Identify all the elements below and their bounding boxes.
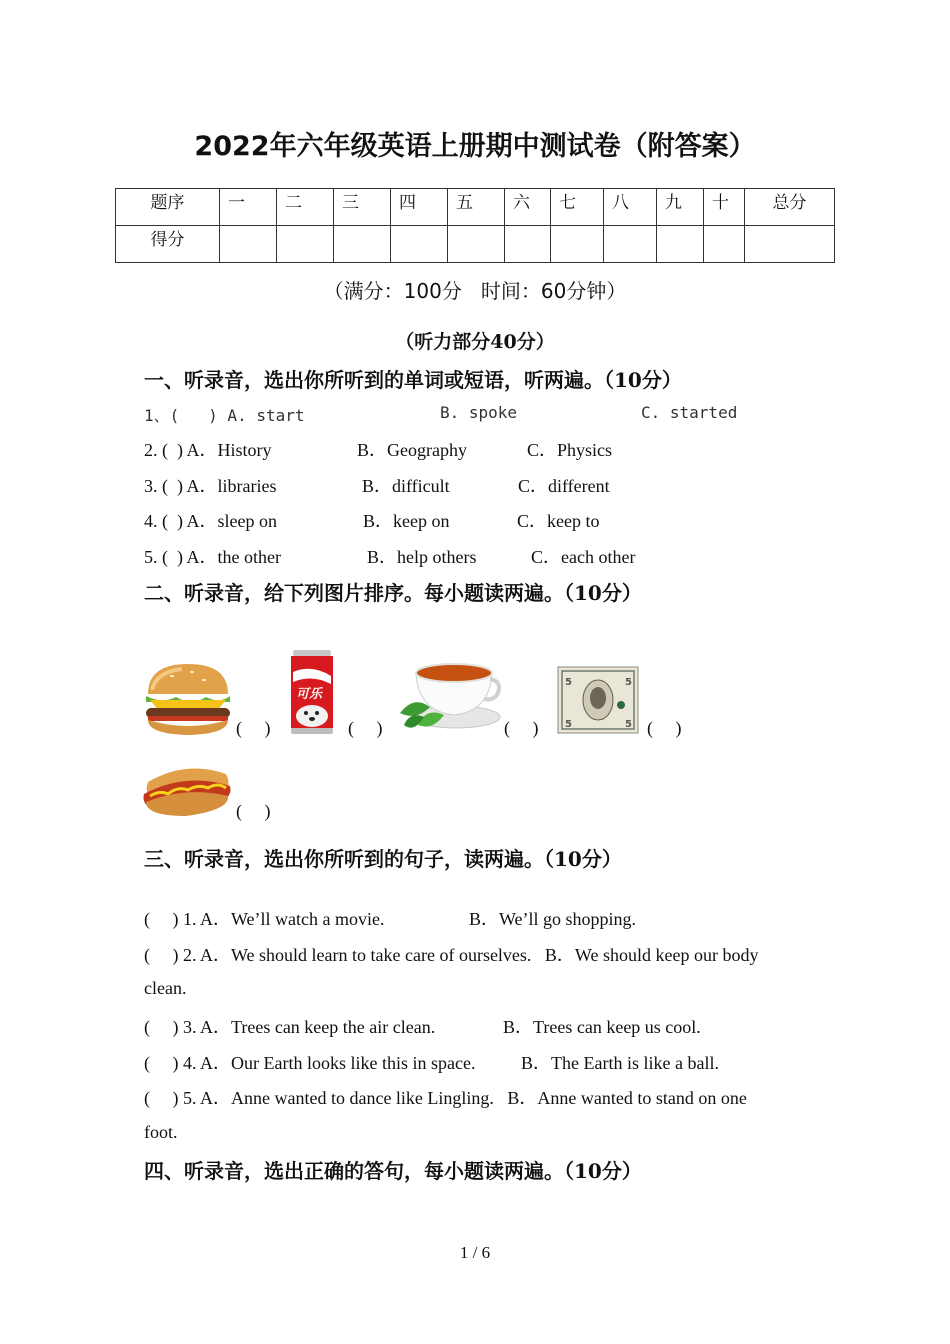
svg-text:可乐: 可乐 [296, 687, 323, 702]
s1-q1-a: 1、( ) A. start [144, 406, 305, 425]
page-number: 1 / 6 [459, 1243, 491, 1262]
table-cell: 一 [220, 189, 277, 226]
listening-header: （听力部分40分） [395, 331, 555, 353]
score-input-cell[interactable] [704, 226, 745, 263]
s1-q2-b: B．Geography [357, 440, 467, 460]
table-cell: 得分 [116, 226, 220, 263]
score-input-cell[interactable] [604, 226, 657, 263]
s3-q5-cont: foot. [144, 1122, 178, 1142]
table-cell: 总分 [745, 189, 835, 226]
s1-q5-b: B．help others [367, 547, 477, 567]
hot-dog-icon [142, 760, 232, 820]
s1-q2-a: 2. ( ) A．History [144, 440, 272, 460]
section1-heading: 一、听录音，选出你所听到的单词或短语，听两遍。（10分） [144, 368, 682, 392]
score-table-header-row [116, 189, 835, 226]
svg-text:5: 5 [625, 719, 632, 730]
s1-q1-b: B. spoke [440, 403, 518, 422]
picture-2-blank[interactable]: ( ) [348, 718, 383, 738]
svg-text:5: 5 [625, 677, 632, 688]
score-input-cell[interactable] [657, 226, 704, 263]
table-cell: 四 [391, 189, 448, 226]
picture-3-blank[interactable]: ( ) [504, 718, 539, 738]
s1-q4-b: B．keep on [363, 511, 450, 531]
s3-q2-cont: clean. [144, 978, 187, 998]
s3-q2: ( ) 2. A．We should learn to take care of ourselves. B．We should keep our body [144, 945, 759, 965]
s3-q1-b: B．We’ll go shopping. [469, 909, 637, 929]
s1-q2-c: C．Physics [527, 440, 613, 460]
s3-q5: ( ) 5. A．Anne wanted to dance like Lingling. B．Anne wanted to stand on one [144, 1088, 747, 1108]
hamburger-icon [142, 660, 234, 738]
score-input-cell[interactable] [391, 226, 448, 263]
score-input-cell[interactable] [277, 226, 334, 263]
table-cell: 六 [505, 189, 551, 226]
section3-heading: 三、听录音，选出你所听到的句子，读两遍。（10分） [144, 847, 622, 871]
page-title: 2022年六年级英语上册期中测试卷（附答案） [194, 131, 756, 162]
section4-heading: 四、听录音，选出正确的答句，每小题读两遍。（10分） [144, 1159, 642, 1183]
s1-q3-c: C．different [518, 476, 610, 496]
score-input-cell[interactable] [551, 226, 604, 263]
s1-q3-a: 3. ( ) A．libraries [144, 476, 277, 496]
s3-q3-b: B．Trees can keep us cool. [503, 1017, 701, 1037]
s3-q4-b: B．The Earth is like a ball. [521, 1053, 719, 1073]
table-cell: 五 [448, 189, 505, 226]
score-input-cell[interactable] [334, 226, 391, 263]
s1-q4-a: 4. ( ) A．sleep on [144, 511, 277, 531]
picture-5-blank[interactable]: ( ) [236, 801, 271, 821]
s1-q5-c: C．each other [531, 547, 636, 567]
s3-q1-a: ( ) 1. A．We’ll watch a movie. [144, 909, 385, 929]
score-input-cell[interactable] [505, 226, 551, 263]
table-cell: 八 [604, 189, 657, 226]
table-cell: 七 [551, 189, 604, 226]
table-cell: 题序 [116, 189, 220, 226]
dollar-bill-icon [557, 665, 639, 735]
picture-4-blank[interactable]: ( ) [647, 718, 682, 738]
s3-q3-a: ( ) 3. A．Trees can keep the air clean. [144, 1017, 436, 1037]
cola-can-icon [287, 648, 337, 736]
s3-q4-a: ( ) 4. A．Our Earth looks like this in space. [144, 1053, 476, 1073]
table-cell: 三 [334, 189, 391, 226]
s1-q3-b: B．difficult [362, 476, 450, 496]
s1-q4-c: C．keep to [517, 511, 600, 531]
section2-heading: 二、听录音，给下列图片排序。每小题读两遍。（10分） [144, 581, 642, 605]
svg-text:5: 5 [565, 677, 572, 688]
score-input-cell[interactable] [745, 226, 835, 263]
score-table-score-row [116, 226, 835, 263]
s1-q1-c: C. started [641, 403, 738, 422]
meta-line: （满分：100分 时间：60分钟） [323, 279, 627, 303]
tea-cup-icon [396, 655, 504, 735]
table-cell: 二 [277, 189, 334, 226]
score-input-cell[interactable] [448, 226, 505, 263]
svg-text:5: 5 [565, 719, 572, 730]
table-cell: 九 [657, 189, 704, 226]
s1-q5-a: 5. ( ) A．the other [144, 547, 281, 567]
score-input-cell[interactable] [220, 226, 277, 263]
score-table [115, 188, 835, 263]
table-cell: 十 [704, 189, 745, 226]
picture-1-blank[interactable]: ( ) [236, 718, 271, 738]
